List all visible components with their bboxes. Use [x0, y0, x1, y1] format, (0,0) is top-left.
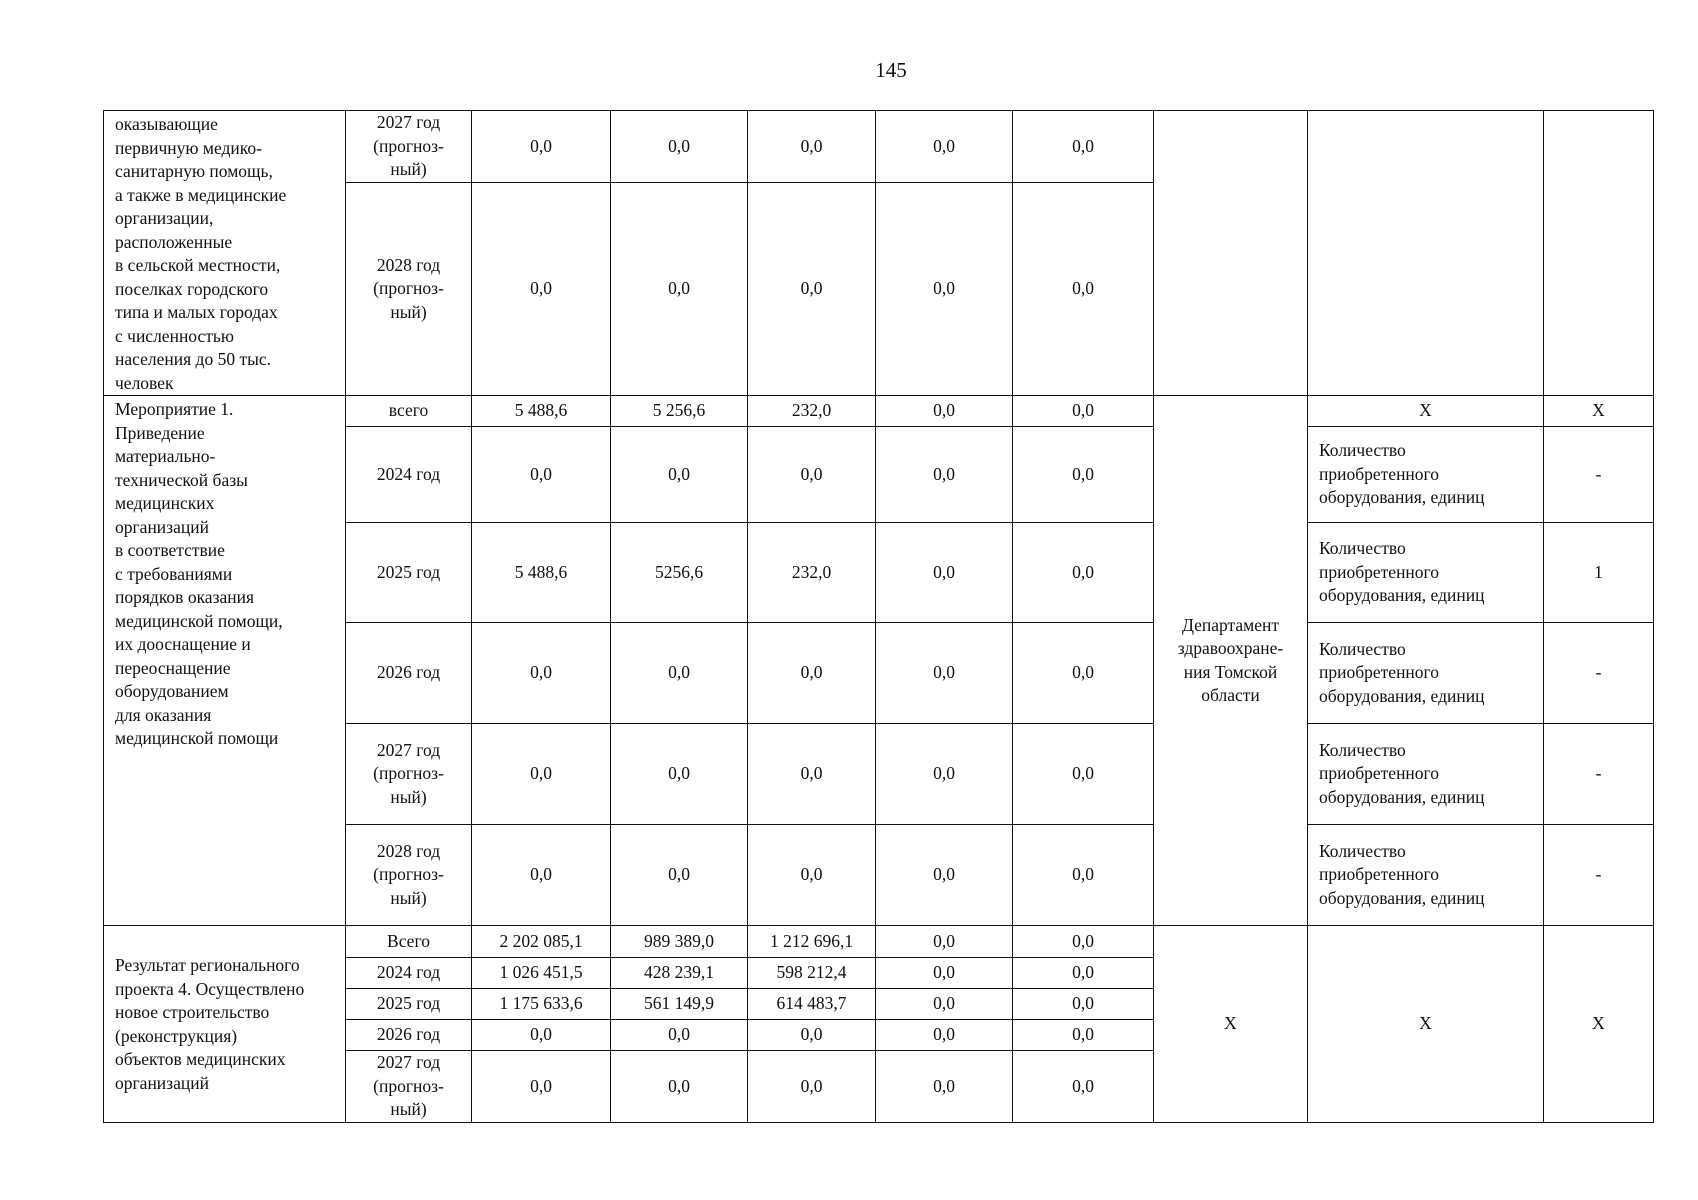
table-row [104, 926, 1654, 958]
value-cell: 0,0 [876, 825, 1013, 926]
indicator-cell [1308, 111, 1544, 396]
value-cell: 0,0 [611, 825, 748, 926]
value-cell: 1 026 451,5 [472, 958, 611, 989]
value-cell: 0,0 [1013, 724, 1154, 825]
result-name: Результат регионального проекта 4. Осуществлено новое строительство (реконструкция) объектов медицинских организаций [104, 926, 346, 1123]
year-cell: Всего [346, 926, 472, 958]
activity-name: Мероприятие 1. Приведение материально- технической базы медицинских организаций в соответствие с требованиями порядков оказания медицинской помощи, их дооснащение и переоснащение оборудованием для оказания медицинской помощи [104, 396, 346, 926]
value-cell: 1 212 696,1 [748, 926, 876, 958]
value-cell: 0,0 [1013, 427, 1154, 523]
year-cell: 2026 год [346, 1020, 472, 1051]
value-cell: 0,0 [876, 1051, 1013, 1123]
value-cell: 0,0 [472, 1020, 611, 1051]
year-cell: 2027 год (прогноз- ный) [346, 724, 472, 825]
value-cell: 0,0 [1013, 1051, 1154, 1123]
value-cell: 598 212,4 [748, 958, 876, 989]
indicator-cell: Количество приобретенного оборудования, единиц [1308, 623, 1544, 724]
year-cell: 2024 год [346, 427, 472, 523]
value-cell: 0,0 [611, 724, 748, 825]
value-cell: 5 488,6 [472, 396, 611, 427]
indicator-cell: Количество приобретенного оборудования, единиц [1308, 724, 1544, 825]
value-cell: 0,0 [876, 183, 1013, 396]
activity-name: оказывающие первичную медико- санитарную помощь, а также в медицинские организации, расположенные в сельской местности, поселках городского типа и малых городах с численностью населения до 50 тыс. человек [104, 111, 346, 396]
value-cell: 0,0 [876, 958, 1013, 989]
value-cell: 0,0 [611, 183, 748, 396]
value-cell: 0,0 [1013, 958, 1154, 989]
value-cell: 0,0 [876, 523, 1013, 623]
value-cell: 0,0 [472, 825, 611, 926]
value-cell: 0,0 [611, 1051, 748, 1123]
indicator-value-cell: X [1544, 396, 1654, 427]
value-cell: 0,0 [1013, 989, 1154, 1020]
value-cell: 0,0 [472, 111, 611, 183]
value-cell: 0,0 [611, 111, 748, 183]
year-cell: 2025 год [346, 989, 472, 1020]
page-number: 145 [875, 58, 907, 82]
value-cell: 2 202 085,1 [472, 926, 611, 958]
year-cell: 2026 год [346, 623, 472, 724]
value-cell: 0,0 [1013, 396, 1154, 427]
value-cell: 0,0 [876, 111, 1013, 183]
value-cell: 0,0 [748, 427, 876, 523]
year-cell: 2028 год (прогноз- ный) [346, 183, 472, 396]
value-cell: 0,0 [472, 623, 611, 724]
indicator-cell: Количество приобретенного оборудования, единиц [1308, 825, 1544, 926]
value-cell: 0,0 [876, 724, 1013, 825]
value-cell: 1 175 633,6 [472, 989, 611, 1020]
value-cell: 5256,6 [611, 523, 748, 623]
indicator-cell: Количество приобретенного оборудования, единиц [1308, 523, 1544, 623]
value-cell: 0,0 [472, 1051, 611, 1123]
executor-cell: Департамент здравоохране- ния Томской области [1154, 396, 1308, 926]
year-cell: 2027 год (прогноз- ный) [346, 1051, 472, 1123]
indicator-value-cell: - [1544, 623, 1654, 724]
year-cell: всего [346, 396, 472, 427]
value-cell: 0,0 [1013, 523, 1154, 623]
indicator-value-cell: 1 [1544, 523, 1654, 623]
value-cell: 0,0 [611, 1020, 748, 1051]
indicator-value-cell: X [1544, 926, 1654, 1123]
table-row [104, 111, 1654, 183]
value-cell: 0,0 [472, 427, 611, 523]
indicator-cell: Количество приобретенного оборудования, единиц [1308, 427, 1544, 523]
value-cell: 0,0 [748, 1051, 876, 1123]
value-cell: 0,0 [748, 724, 876, 825]
value-cell: 0,0 [876, 623, 1013, 724]
table-row [104, 396, 1654, 427]
value-cell: 0,0 [1013, 825, 1154, 926]
year-cell: 2024 год [346, 958, 472, 989]
value-cell: 5 488,6 [472, 523, 611, 623]
indicator-value-cell [1544, 111, 1654, 396]
indicator-value-cell: - [1544, 427, 1654, 523]
value-cell: 0,0 [876, 1020, 1013, 1051]
year-cell: 2028 год (прогноз- ный) [346, 825, 472, 926]
value-cell: 5 256,6 [611, 396, 748, 427]
value-cell: 0,0 [611, 427, 748, 523]
year-cell: 2027 год (прогноз- ный) [346, 111, 472, 183]
program-table [103, 110, 1654, 1123]
value-cell: 0,0 [876, 989, 1013, 1020]
value-cell: 0,0 [472, 183, 611, 396]
indicator-cell: X [1308, 926, 1544, 1123]
value-cell: 0,0 [748, 825, 876, 926]
value-cell: 0,0 [1013, 1020, 1154, 1051]
value-cell: 0,0 [748, 183, 876, 396]
value-cell: 0,0 [748, 1020, 876, 1051]
value-cell: 0,0 [1013, 111, 1154, 183]
value-cell: 232,0 [748, 523, 876, 623]
indicator-cell: X [1308, 396, 1544, 427]
executor-cell [1154, 111, 1308, 396]
value-cell: 0,0 [1013, 623, 1154, 724]
value-cell: 0,0 [1013, 926, 1154, 958]
value-cell: 0,0 [876, 427, 1013, 523]
value-cell: 989 389,0 [611, 926, 748, 958]
value-cell: 0,0 [876, 926, 1013, 958]
year-cell: 2025 год [346, 523, 472, 623]
value-cell: 0,0 [1013, 183, 1154, 396]
value-cell: 0,0 [748, 623, 876, 724]
indicator-value-cell: - [1544, 825, 1654, 926]
value-cell: 0,0 [611, 623, 748, 724]
value-cell: 428 239,1 [611, 958, 748, 989]
value-cell: 0,0 [472, 724, 611, 825]
value-cell: 0,0 [748, 111, 876, 183]
value-cell: 614 483,7 [748, 989, 876, 1020]
value-cell: 232,0 [748, 396, 876, 427]
indicator-value-cell: - [1544, 724, 1654, 825]
value-cell: 561 149,9 [611, 989, 748, 1020]
executor-cell: X [1154, 926, 1308, 1123]
value-cell: 0,0 [876, 396, 1013, 427]
